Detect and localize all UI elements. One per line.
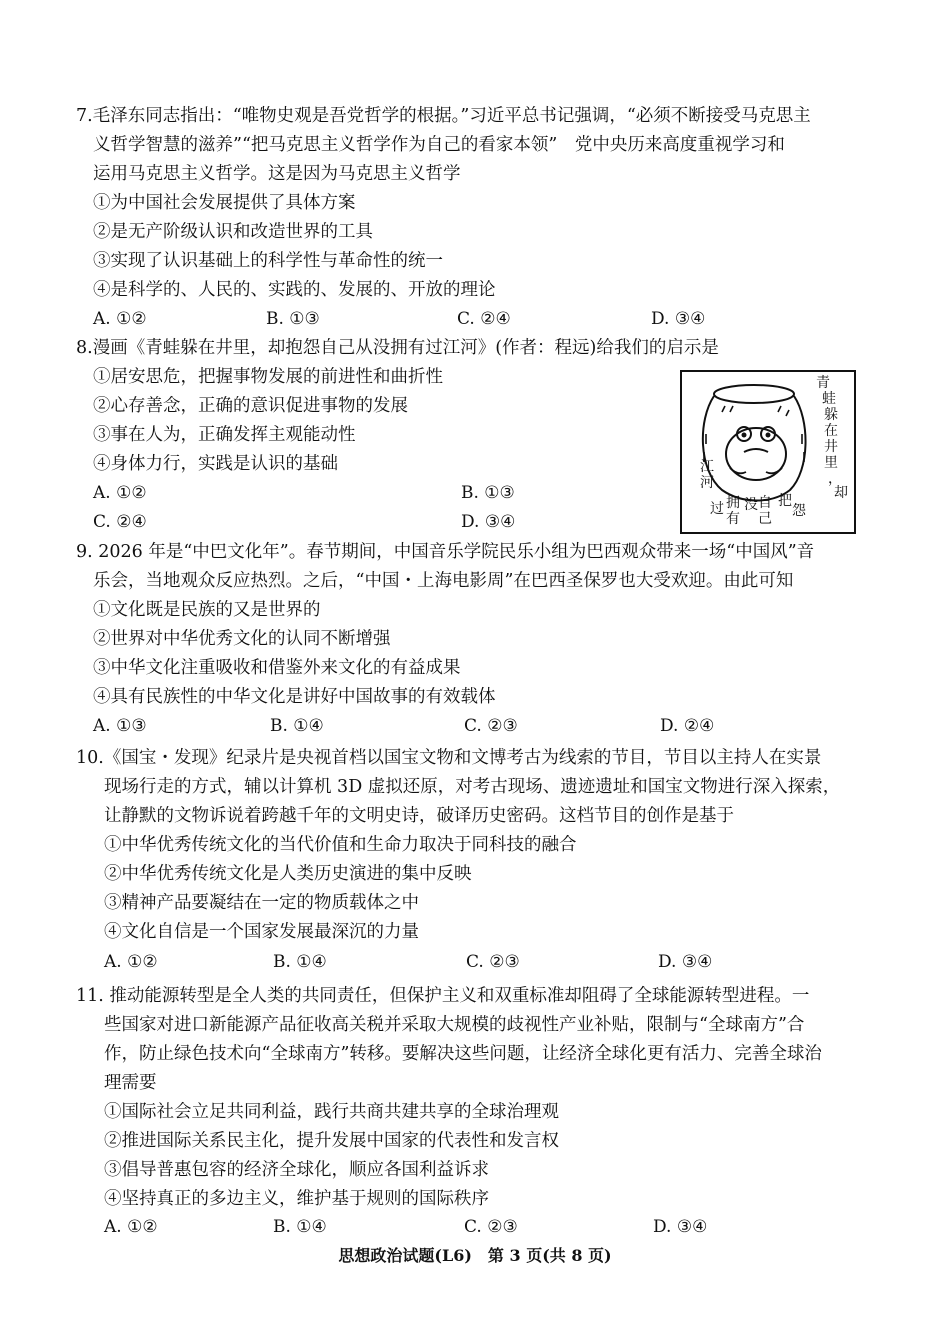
question-10-option-a: A. ①② (104, 952, 158, 972)
cartoon-caption-bottom-1: 过 (710, 501, 724, 517)
question-10-item-2: ②中华优秀传统文化是人类历史演进的集中反映 (104, 864, 472, 884)
question-10-stem-line-1: 10.《国宝・发现》纪录片是央视首档以国宝文物和文博考古为线索的节目，节目以主持人在实景 (76, 748, 822, 768)
question-7-stem-line-1: 7.毛泽东同志指出：“唯物史观是吾党哲学的根据。”习近平总书记强调，“必须不断接受马克思主 (76, 106, 811, 126)
cartoon-caption-bottom-8: 怨 (792, 503, 806, 519)
question-9-option-a: A. ①③ (93, 716, 147, 736)
question-7-option-a: A. ①② (93, 309, 147, 329)
cartoon-caption-bottom-7: 把 (778, 493, 792, 509)
cartoon-caption-bottom-3: 有 (726, 511, 740, 527)
question-11-item-4: ④坚持真正的多边主义，维护基于规则的国际秩序 (104, 1189, 489, 1209)
question-11-stem-line-2: 些国家对进口新能源产品征收高关税并采取大规模的歧视性产业补贴，限制与“全球南方”合 (104, 1015, 805, 1035)
question-11-item-1: ①国际社会立足共同利益，践行共商共建共享的全球治理观 (104, 1102, 559, 1122)
cartoon-caption-bottom-6: 己 (758, 511, 772, 527)
question-11-option-c: C. ②③ (464, 1217, 518, 1237)
page-footer: 思想政治试题(L6) 第 3 页(共 8 页) (338, 1246, 612, 1265)
cartoon-caption-bottom-5: 自 (758, 495, 772, 511)
question-11-option-a: A. ①② (104, 1217, 158, 1237)
question-9-item-1: ①文化既是民族的又是世界的 (93, 600, 321, 620)
question-10-option-c: C. ②③ (466, 952, 520, 972)
question-10-stem-line-2: 现场行走的方式，辅以计算机 3D 虚拟还原，对考古现场、遗迹遗址和国宝文物进行深入探索， (104, 777, 841, 797)
question-10-item-4: ④文化自信是一个国家发展最深沉的力量 (104, 922, 419, 942)
question-11-item-2: ②推进国际关系民主化，提升发展中国家的代表性和发言权 (104, 1131, 559, 1151)
question-11-stem-line-4: 理需要 (104, 1073, 157, 1093)
cartoon-caption-right-5: 井 (824, 439, 838, 455)
cartoon-caption-right-2: 蛙 (822, 391, 836, 407)
question-7-item-3: ③实现了认识基础上的科学性与革命性的统一 (93, 251, 443, 271)
cartoon-caption-right-6: 里 (824, 455, 838, 471)
question-11-stem-line-1: 11. 推动能源转型是全人类的共同责任，但保护主义和双重标准却阻碍了全球能源转型进程。一 (76, 986, 810, 1006)
question-8-item-1: ①居安思危，把握事物发展的前进性和曲折性 (93, 367, 443, 387)
cartoon-caption-bottom-2: 拥 (726, 495, 740, 511)
question-8-stem-line-1: 8.漫画《青蛙躲在井里，却抱怨自己从没拥有过江河》(作者：程远)给我们的启示是 (76, 338, 719, 358)
question-7-stem-line-3: 运用马克思主义哲学。这是因为马克思主义哲学 (93, 164, 461, 184)
question-9-option-c: C. ②③ (464, 716, 518, 736)
question-7-stem-line-2: 义哲学智慧的滋养”“把马克思主义哲学作为自己的看家本领” 党中央历来高度重视学习和 (93, 135, 785, 155)
question-11-stem-line-3: 作，防止绿色技术向“全球南方”转移。要解决这些问题，让经济全球化更有活力、完善全球治 (104, 1044, 822, 1064)
question-10-item-1: ①中华优秀传统文化的当代价值和生命力取决于同科技的融合 (104, 835, 577, 855)
cartoon-caption-right-1: 青 (816, 375, 830, 391)
question-8-option-a: A. ①② (93, 483, 147, 503)
question-9-option-b: B. ①④ (270, 716, 324, 736)
cartoon-caption-left-2: 河 (700, 475, 714, 491)
question-9-stem-line-1: 9. 2026 年是“中巴文化年”。春节期间，中国音乐学院民乐小组为巴西观众带来一场“中国风”音 (76, 542, 815, 562)
question-8-option-d: D. ③④ (461, 512, 516, 532)
cartoon-caption-bottom-4: 没 (744, 497, 758, 513)
question-11-item-3: ③倡导普惠包容的经济全球化，顺应各国利益诉求 (104, 1160, 489, 1180)
cartoon-caption-right-4: 在 (824, 423, 838, 439)
question-8-option-b: B. ①③ (461, 483, 515, 503)
cartoon-caption-right-8: 却 (834, 485, 848, 501)
question-7-option-b: B. ①③ (266, 309, 320, 329)
question-9-item-3: ③中华文化注重吸收和借鉴外来文化的有益成果 (93, 658, 461, 678)
question-7-option-c: C. ②④ (457, 309, 511, 329)
cartoon-caption-right-3: 躲 (824, 407, 838, 423)
question-8-item-4: ④身体力行，实践是认识的基础 (93, 454, 338, 474)
question-10-option-b: B. ①④ (273, 952, 327, 972)
question-9-option-d: D. ②④ (660, 716, 715, 736)
question-9-item-4: ④具有民族性的中华文化是讲好中国故事的有效载体 (93, 687, 496, 707)
question-7-item-4: ④是科学的、人民的、实践的、发展的、开放的理论 (93, 280, 496, 300)
question-8-option-c: C. ②④ (93, 512, 147, 532)
question-10-option-d: D. ③④ (658, 952, 713, 972)
question-7-item-1: ①为中国社会发展提供了具体方案 (93, 193, 356, 213)
question-8-item-2: ②心存善念，正确的意识促进事物的发展 (93, 396, 408, 416)
question-9-item-2: ②世界对中华优秀文化的认同不断增强 (93, 629, 391, 649)
question-10-item-3: ③精神产品要凝结在一定的物质载体之中 (104, 893, 419, 913)
question-11-option-d: D. ③④ (653, 1217, 708, 1237)
question-10-stem-line-3: 让静默的文物诉说着跨越千年的文明史诗，破译历史密码。这档节目的创作是基于 (104, 806, 734, 826)
question-9-stem-line-2: 乐会，当地观众反应热烈。之后，“中国・上海电影周”在巴西圣保罗也大受欢迎。由此可知 (93, 571, 794, 591)
question-8-item-3: ③事在人为，正确发挥主观能动性 (93, 425, 356, 445)
question-11-option-b: B. ①④ (273, 1217, 327, 1237)
question-7-option-d: D. ③④ (651, 309, 706, 329)
cartoon-caption-right-7: ， (828, 471, 842, 487)
question-7-item-2: ②是无产阶级认识和改造世界的工具 (93, 222, 373, 242)
frog-cartoon (680, 370, 856, 534)
cartoon-caption-left-1: 江 (700, 459, 714, 475)
